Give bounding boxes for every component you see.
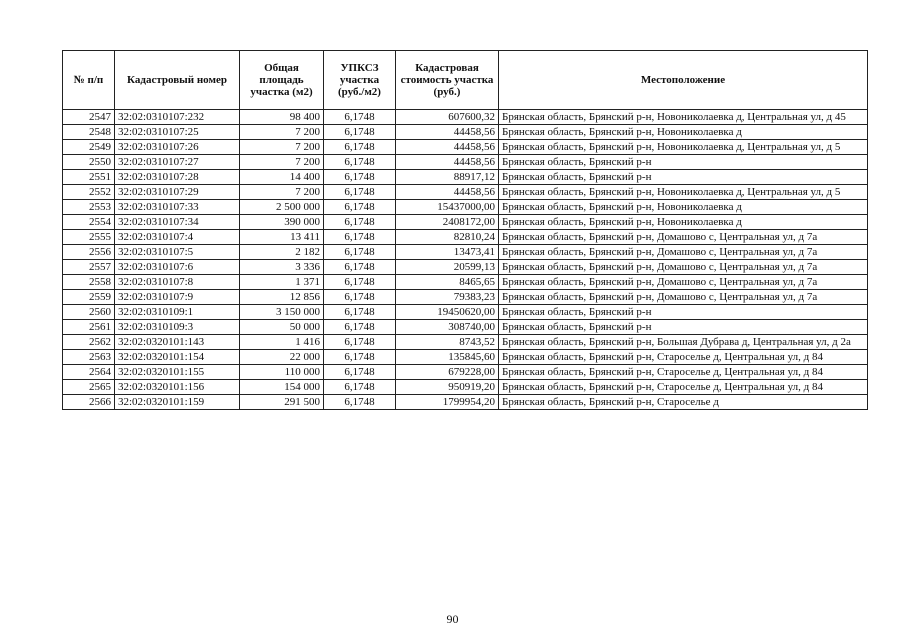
- header-value: Кадастровая стоимость участка (руб.): [396, 51, 499, 110]
- cell-area: 1 416: [240, 335, 324, 350]
- cell-cadastral: 32:02:0310107:9: [115, 290, 240, 305]
- cell-num: 2549: [63, 140, 115, 155]
- cell-num: 2559: [63, 290, 115, 305]
- cell-value: 15437000,00: [396, 200, 499, 215]
- cell-upksz: 6,1748: [324, 200, 396, 215]
- cell-upksz: 6,1748: [324, 305, 396, 320]
- cell-upksz: 6,1748: [324, 275, 396, 290]
- table-row: [63, 350, 868, 365]
- cell-area: 3 150 000: [240, 305, 324, 320]
- cell-area: 390 000: [240, 215, 324, 230]
- cell-value: 79383,23: [396, 290, 499, 305]
- cell-cadastral: 32:02:0320101:155: [115, 365, 240, 380]
- cell-location: Брянская область, Брянский р-н, Староселье д, Центральная ул, д 84: [499, 380, 868, 395]
- cell-value: 82810,24: [396, 230, 499, 245]
- cell-cadastral: 32:02:0310107:5: [115, 245, 240, 260]
- table-row: [63, 380, 868, 395]
- cell-num: 2560: [63, 305, 115, 320]
- cell-location: Брянская область, Брянский р-н, Новониколаевка д, Центральная ул, д 5: [499, 140, 868, 155]
- cell-location: Брянская область, Брянский р-н, Домашово с, Центральная ул, д 7а: [499, 245, 868, 260]
- cell-area: 22 000: [240, 350, 324, 365]
- cell-cadastral: 32:02:0310107:6: [115, 260, 240, 275]
- table-row: [63, 140, 868, 155]
- cell-location: Брянская область, Брянский р-н, Староселье д: [499, 395, 868, 410]
- cell-area: 7 200: [240, 140, 324, 155]
- table-body: [63, 110, 868, 410]
- table-row: [63, 215, 868, 230]
- cell-upksz: 6,1748: [324, 320, 396, 335]
- cell-value: 19450620,00: [396, 305, 499, 320]
- cell-location: Брянская область, Брянский р-н, Староселье д, Центральная ул, д 84: [499, 350, 868, 365]
- cadastral-table: [62, 50, 868, 410]
- cell-upksz: 6,1748: [324, 365, 396, 380]
- cell-cadastral: 32:02:0310107:4: [115, 230, 240, 245]
- cell-area: 13 411: [240, 230, 324, 245]
- cell-location: Брянская область, Брянский р-н, Новониколаевка д: [499, 200, 868, 215]
- cell-area: 12 856: [240, 290, 324, 305]
- cell-num: 2556: [63, 245, 115, 260]
- cell-num: 2552: [63, 185, 115, 200]
- table-row: [63, 320, 868, 335]
- cell-upksz: 6,1748: [324, 155, 396, 170]
- cell-cadastral: 32:02:0310107:33: [115, 200, 240, 215]
- cell-value: 88917,12: [396, 170, 499, 185]
- cell-area: 7 200: [240, 155, 324, 170]
- cell-area: 50 000: [240, 320, 324, 335]
- cell-upksz: 6,1748: [324, 380, 396, 395]
- cell-cadastral: 32:02:0320101:143: [115, 335, 240, 350]
- cell-upksz: 6,1748: [324, 395, 396, 410]
- cell-value: 20599,13: [396, 260, 499, 275]
- cell-cadastral: 32:02:0310107:26: [115, 140, 240, 155]
- cell-num: 2563: [63, 350, 115, 365]
- cell-area: 14 400: [240, 170, 324, 185]
- cell-area: 291 500: [240, 395, 324, 410]
- header-num: № п/п: [63, 51, 115, 110]
- header-row: [63, 51, 868, 110]
- cell-num: 2562: [63, 335, 115, 350]
- cell-location: Брянская область, Брянский р-н, Большая Дубрава д, Центральная ул, д 2а: [499, 335, 868, 350]
- table-row: [63, 305, 868, 320]
- cell-value: 8743,52: [396, 335, 499, 350]
- table-row: [63, 290, 868, 305]
- cell-value: 44458,56: [396, 125, 499, 140]
- table-row: [63, 200, 868, 215]
- table-row: [63, 155, 868, 170]
- cell-num: 2566: [63, 395, 115, 410]
- cell-value: 44458,56: [396, 140, 499, 155]
- cell-upksz: 6,1748: [324, 110, 396, 125]
- cell-cadastral: 32:02:0310109:3: [115, 320, 240, 335]
- cell-location: Брянская область, Брянский р-н, Новониколаевка д, Центральная ул, д 45: [499, 110, 868, 125]
- cell-location: Брянская область, Брянский р-н, Домашово с, Центральная ул, д 7а: [499, 230, 868, 245]
- cell-upksz: 6,1748: [324, 335, 396, 350]
- cell-num: 2565: [63, 380, 115, 395]
- cell-location: Брянская область, Брянский р-н: [499, 155, 868, 170]
- cell-num: 2551: [63, 170, 115, 185]
- cell-upksz: 6,1748: [324, 350, 396, 365]
- cell-cadastral: 32:02:0310107:29: [115, 185, 240, 200]
- cell-num: 2548: [63, 125, 115, 140]
- cell-value: 44458,56: [396, 155, 499, 170]
- cell-upksz: 6,1748: [324, 185, 396, 200]
- cell-num: 2561: [63, 320, 115, 335]
- cell-cadastral: 32:02:0310107:232: [115, 110, 240, 125]
- table-row: [63, 110, 868, 125]
- cell-upksz: 6,1748: [324, 245, 396, 260]
- cell-upksz: 6,1748: [324, 260, 396, 275]
- table-row: [63, 230, 868, 245]
- cell-upksz: 6,1748: [324, 290, 396, 305]
- cell-cadastral: 32:02:0310107:8: [115, 275, 240, 290]
- cell-cadastral: 32:02:0310109:1: [115, 305, 240, 320]
- cell-num: 2557: [63, 260, 115, 275]
- cell-location: Брянская область, Брянский р-н: [499, 320, 868, 335]
- cell-location: Брянская область, Брянский р-н, Новониколаевка д, Центральная ул, д 5: [499, 185, 868, 200]
- cell-cadastral: 32:02:0310107:34: [115, 215, 240, 230]
- cell-num: 2553: [63, 200, 115, 215]
- header-cadastral: Кадастровый номер: [115, 51, 240, 110]
- table-row: [63, 335, 868, 350]
- cell-value: 308740,00: [396, 320, 499, 335]
- table-row: [63, 365, 868, 380]
- cadastral-table-container: [62, 50, 868, 410]
- page-number: 90: [446, 612, 459, 626]
- cell-location: Брянская область, Брянский р-н: [499, 170, 868, 185]
- cell-area: 110 000: [240, 365, 324, 380]
- cell-num: 2558: [63, 275, 115, 290]
- cell-upksz: 6,1748: [324, 170, 396, 185]
- cell-upksz: 6,1748: [324, 215, 396, 230]
- cell-value: 13473,41: [396, 245, 499, 260]
- cell-upksz: 6,1748: [324, 140, 396, 155]
- table-row: [63, 170, 868, 185]
- cell-location: Брянская область, Брянский р-н, Домашово с, Центральная ул, д 7а: [499, 275, 868, 290]
- cell-cadastral: 32:02:0310107:28: [115, 170, 240, 185]
- cell-area: 1 371: [240, 275, 324, 290]
- cell-location: Брянская область, Брянский р-н, Староселье д, Центральная ул, д 84: [499, 365, 868, 380]
- header-area: Общая площадь участка (м2): [240, 51, 324, 110]
- table-row: [63, 185, 868, 200]
- cell-location: Брянская область, Брянский р-н: [499, 305, 868, 320]
- cell-area: 7 200: [240, 125, 324, 140]
- cell-num: 2547: [63, 110, 115, 125]
- cell-area: 98 400: [240, 110, 324, 125]
- cell-location: Брянская область, Брянский р-н, Новониколаевка д: [499, 125, 868, 140]
- cell-location: Брянская область, Брянский р-н, Новониколаевка д: [499, 215, 868, 230]
- cell-cadastral: 32:02:0320101:154: [115, 350, 240, 365]
- header-location: Местоположение: [499, 51, 868, 110]
- cell-value: 1799954,20: [396, 395, 499, 410]
- cell-cadastral: 32:02:0310107:27: [115, 155, 240, 170]
- header-upksz: УПКСЗ участка (руб./м2): [324, 51, 396, 110]
- cell-value: 950919,20: [396, 380, 499, 395]
- cell-value: 8465,65: [396, 275, 499, 290]
- table-row: [63, 245, 868, 260]
- cell-num: 2564: [63, 365, 115, 380]
- cell-cadastral: 32:02:0310107:25: [115, 125, 240, 140]
- cell-location: Брянская область, Брянский р-н, Домашово с, Центральная ул, д 7а: [499, 290, 868, 305]
- cell-area: 3 336: [240, 260, 324, 275]
- cell-value: 2408172,00: [396, 215, 499, 230]
- table-row: [63, 260, 868, 275]
- cell-area: 2 500 000: [240, 200, 324, 215]
- cell-value: 679228,00: [396, 365, 499, 380]
- table-row: [63, 275, 868, 290]
- cell-area: 2 182: [240, 245, 324, 260]
- cell-num: 2554: [63, 215, 115, 230]
- cell-value: 135845,60: [396, 350, 499, 365]
- cell-value: 44458,56: [396, 185, 499, 200]
- cell-location: Брянская область, Брянский р-н, Домашово с, Центральная ул, д 7а: [499, 260, 868, 275]
- cell-upksz: 6,1748: [324, 230, 396, 245]
- cell-area: 154 000: [240, 380, 324, 395]
- cell-area: 7 200: [240, 185, 324, 200]
- table-row: [63, 395, 868, 410]
- cell-value: 607600,32: [396, 110, 499, 125]
- cell-upksz: 6,1748: [324, 125, 396, 140]
- table-row: [63, 125, 868, 140]
- cell-cadastral: 32:02:0320101:159: [115, 395, 240, 410]
- cell-num: 2550: [63, 155, 115, 170]
- cell-num: 2555: [63, 230, 115, 245]
- cell-cadastral: 32:02:0320101:156: [115, 380, 240, 395]
